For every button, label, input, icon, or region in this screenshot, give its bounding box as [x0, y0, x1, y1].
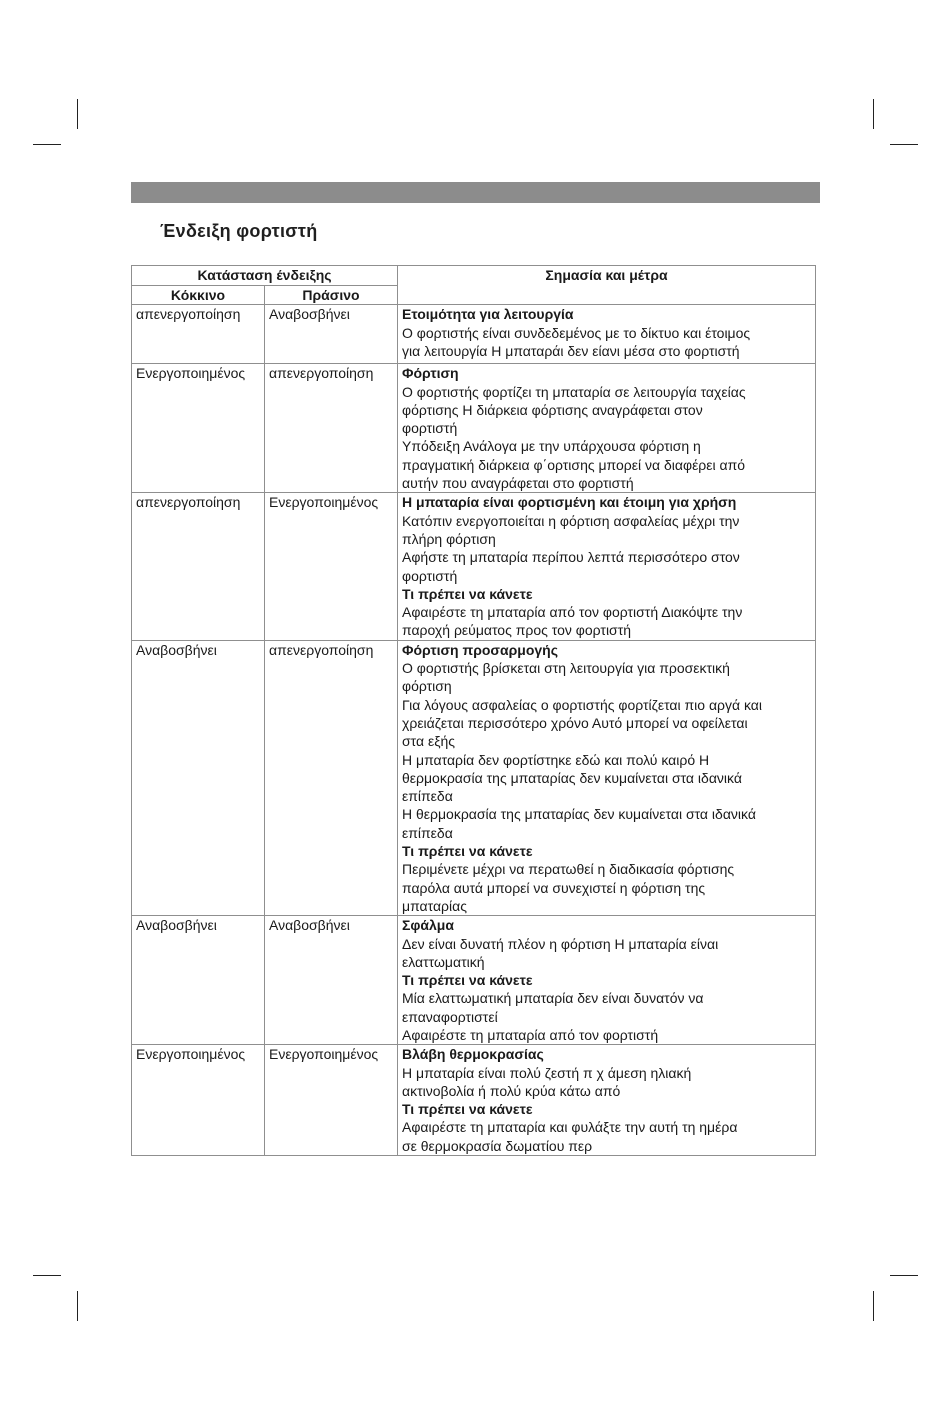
indicator-table — [131, 265, 816, 1156]
meaning-cell — [398, 493, 816, 640]
meaning-heading: Τι πρέπει να κάνετε — [402, 843, 533, 860]
meaning-line: σε θερμοκρασία δωματίου περ — [402, 1137, 593, 1154]
meaning-line: Η μπαταρία δεν φορτίστηκε εδώ και πολύ καιρό Η — [402, 751, 710, 768]
table-row — [132, 1045, 816, 1156]
meaning-heading: Η μπαταρία είναι φορτισμένη και έτοιμη για χρήση — [402, 494, 737, 511]
meaning-line: φορτιστή — [402, 567, 458, 584]
meaning-line: χρειάζεται περισσότερο χρόνο Αυτό μπορεί να οφείλεται — [402, 714, 748, 731]
meaning-line: Μία ελαττωματική μπαταρία δεν είναι δυνατόν να — [402, 990, 704, 1007]
crop-mark — [33, 144, 61, 145]
meaning-line: Υπόδειξη Ανάλογα με την υπάρχουσα φόρτιση η — [402, 438, 701, 455]
crop-mark — [33, 1275, 61, 1276]
meaning-line: παροχή ρεύματος προς τον φορτιστή — [402, 622, 632, 639]
green-state: Αναβοσβήνει — [265, 916, 398, 1045]
green-state: Αναβοσβήνει — [265, 305, 398, 364]
meaning-line: Ο φορτιστής φορτίζει τη μπαταρία σε λειτουργία ταχείας — [402, 383, 746, 400]
crop-mark — [873, 1291, 874, 1321]
meaning-line: φόρτισης Η διάρκεια φόρτισης αναγράφεται στον — [402, 401, 703, 418]
crop-mark — [873, 99, 874, 129]
table-row — [132, 305, 816, 364]
meaning-line: αυτήν που αναγράφεται στο φορτιστή — [402, 475, 634, 492]
table-row — [132, 493, 816, 640]
green-state: Ενεργοποιημένος — [265, 1045, 398, 1156]
meaning-line: φόρτιση — [402, 678, 452, 695]
meaning-line: επίπεδα — [402, 824, 453, 841]
meaning-line: μπαταρίας — [402, 897, 467, 914]
meaning-line: θερμοκρασία της μπαταρίας δεν κυμαίνεται στα ιδανικά — [402, 769, 742, 786]
meaning-line: Η θερμοκρασία της μπαταρίας δεν κυμαίνεται στα ιδανικά — [402, 806, 756, 823]
table-row — [132, 640, 816, 915]
table-row — [132, 916, 816, 1045]
crop-mark — [890, 144, 918, 145]
meaning-heading: Τι πρέπει να κάνετε — [402, 1101, 533, 1118]
meaning-line: επίπεδα — [402, 788, 453, 805]
meaning-line: Η μπαταρία είναι πολύ ζεστή π χ άμεση ηλιακή — [402, 1064, 692, 1081]
header-green: Πράσινο — [265, 286, 398, 305]
meaning-line: Αφήστε τη μπαταρία περίπου λεπτά περισσότερο στον — [402, 549, 740, 566]
header-indicator-state: Κατάσταση ένδειξης — [132, 266, 398, 286]
red-state: απενεργοποίηση — [132, 493, 265, 640]
meaning-line: ακτινοβολία ή πολύ κρύα κάτω από — [402, 1082, 621, 1099]
meaning-line: Ο φορτιστής βρίσκεται στη λειτουργία για προσεκτική — [402, 660, 730, 677]
meaning-line: Αφαιρέστε τη μπαταρία από τον φορτιστή — [402, 1026, 659, 1043]
crop-mark — [77, 99, 78, 129]
crop-mark — [77, 1291, 78, 1321]
red-state: Ενεργοποιημένος — [132, 364, 265, 493]
table-row — [132, 364, 816, 493]
meaning-heading: Φόρτιση προσαρμογής — [402, 641, 558, 658]
meaning-heading: Φόρτιση — [402, 365, 459, 382]
meaning-heading: Ετοιμότητα για λειτουργία — [402, 306, 574, 323]
meaning-cell — [398, 916, 816, 1045]
meaning-line: Κατόπιν ενεργοποιείται η φόρτιση ασφαλείας μέχρι την — [402, 512, 740, 529]
red-state: Αναβοσβήνει — [132, 640, 265, 915]
meaning-line: για λειτουργία Η μπαταράι δεν είανι μέσα στο φορτιστή — [402, 342, 740, 359]
header-red: Κόκκινο — [132, 286, 265, 305]
meaning-line: Περιμένετε μέχρι να περατωθεί η διαδικασία φόρτισης — [402, 861, 735, 878]
header-bar — [131, 182, 820, 203]
green-state: απενεργοποίηση — [265, 640, 398, 915]
crop-mark — [890, 1275, 918, 1276]
meaning-heading: Τι πρέπει να κάνετε — [402, 972, 533, 989]
red-state: Αναβοσβήνει — [132, 916, 265, 1045]
meaning-line: στα εξής — [402, 733, 455, 750]
green-state: απενεργοποίηση — [265, 364, 398, 493]
red-state: απενεργοποίηση — [132, 305, 265, 364]
green-state: Ενεργοποιημένος — [265, 493, 398, 640]
meaning-heading: Βλάβη θερμοκρασίας — [402, 1046, 544, 1063]
meaning-line: πλήρη φόρτιση — [402, 530, 496, 547]
meaning-line: Αφαιρέστε τη μπαταρία από τον φορτιστή Διακόψτε την — [402, 604, 743, 621]
meaning-line: Δεν είναι δυνατή πλέον η φόρτιση Η μπαταρία είναι — [402, 935, 719, 952]
meaning-line: Ο φορτιστής είναι συνδεδεμένος με το δίκτυο και έτοιμος — [402, 324, 751, 341]
meaning-line: παρόλα αυτά μπορεί να συνεχιστεί η φόρτιση της — [402, 879, 706, 896]
red-state: Ενεργοποιημένος — [132, 1045, 265, 1156]
meaning-line: επαναφορτιστεί — [402, 1008, 498, 1025]
meaning-line: πραγματική διάρκεια φ΄ορτισης μπορεί να διαφέρει από — [402, 456, 746, 473]
header-meaning: Σημασία και μέτρα — [398, 266, 816, 305]
meaning-cell — [398, 364, 816, 493]
meaning-heading: Σφάλμα — [402, 917, 454, 934]
meaning-line: ελαττωματική — [402, 953, 485, 970]
page-title: Ένδειξη φορτιστή — [160, 221, 318, 241]
meaning-cell — [398, 305, 816, 364]
meaning-cell — [398, 1045, 816, 1156]
meaning-line: Για λόγους ασφαλείας ο φορτιστής φορτίζεται πιο αργά και — [402, 696, 763, 713]
meaning-cell — [398, 640, 816, 915]
meaning-line: φορτιστή — [402, 420, 458, 437]
meaning-heading: Τι πρέπει να κάνετε — [402, 585, 533, 602]
meaning-line: Αφαιρέστε τη μπαταρία και φυλάξτε την αυτή τη ημέρα — [402, 1119, 738, 1136]
